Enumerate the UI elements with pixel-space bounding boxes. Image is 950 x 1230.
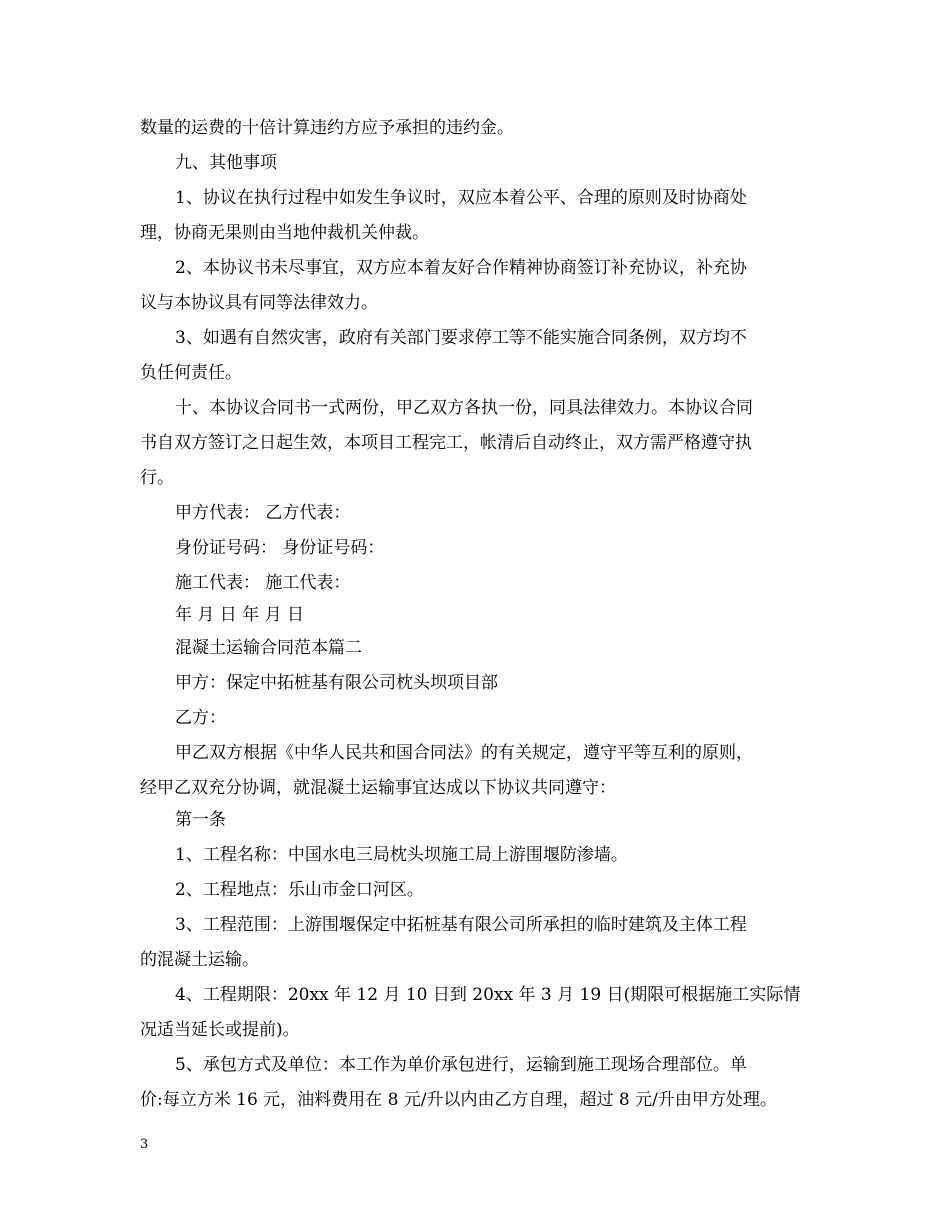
text-line: 2、本协议书未尽事宜，双方应本着友好合作精神协商签订补充协议，补充协 <box>175 258 747 278</box>
text-line: 4、工程期限：20xx 年 12 月 10 日到 20xx 年 3 月 19 日(期限可根据施工实际情 <box>175 985 801 1005</box>
text-line: 书自双方签订之日起生效，本项目工程完工，帐清后自动终止，双方需严格遵守执 <box>140 433 752 453</box>
page-number: 3 <box>140 1137 149 1152</box>
text-line: 负任何责任。 <box>140 363 242 383</box>
text-line: 甲乙双方根据《中华人民共和国合同法》的有关规定，遵守平等互利的原则， <box>175 743 753 763</box>
text-line: 十、本协议合同书一式两份，甲乙双方各执一份，同具法律效力。本协议合同 <box>175 398 753 418</box>
text-line: 议与本协议具有同等法律效力。 <box>140 293 378 313</box>
text-line: 况适当延长或提前)。 <box>140 1020 300 1040</box>
text-line: 2、工程地点：乐山市金口河区。 <box>175 880 424 900</box>
signature-line: 甲方代表： 乙方代表： <box>175 503 351 523</box>
date-line: 年 月 日 年 月 日 <box>175 605 305 625</box>
party-a-line: 甲方：保定中拓桩基有限公司枕头坝项目部 <box>175 673 498 693</box>
section-title: 混凝土运输合同范本篇二 <box>175 638 362 658</box>
article-heading: 第一条 <box>175 810 226 830</box>
text-line: 行。 <box>140 468 174 488</box>
text-line: 数量的运费的十倍计算违约方应予承担的违约金。 <box>140 118 514 138</box>
text-line: 5、承包方式及单位：本工作为单价承包进行，运输到施工现场合理部位。单 <box>175 1055 747 1075</box>
text-line: 3、工程范围：上游围堰保定中拓桩基有限公司所承担的临时建筑及主体工程 <box>175 915 747 935</box>
signature-line: 身份证号码： 身份证号码： <box>175 538 385 558</box>
party-b-line: 乙方： <box>175 708 226 728</box>
text-line: 的混凝土运输。 <box>140 950 259 970</box>
text-line: 3、如遇有自然灾害，政府有关部门要求停工等不能实施合同条例，双方均不 <box>175 328 747 348</box>
text-line: 1、工程名称：中国水电三局枕头坝施工局上游围堰防渗墙。 <box>175 845 628 865</box>
text-line: 价:每立方米 16 元，油料费用在 8 元/升以内由乙方自理，超过 8 元/升由甲方处理。 <box>140 1090 777 1110</box>
text-line: 经甲乙双充分协调，就混凝土运输事宜达成以下协议共同遵守： <box>140 778 616 798</box>
text-line: 理，协商无果则由当地仲裁机关仲裁。 <box>140 223 429 243</box>
text-line: 1、协议在执行过程中如发生争议时，双应本着公平、合理的原则及时协商处 <box>175 188 747 208</box>
section-heading: 九、其他事项 <box>175 153 277 173</box>
signature-line: 施工代表： 施工代表： <box>175 573 351 593</box>
